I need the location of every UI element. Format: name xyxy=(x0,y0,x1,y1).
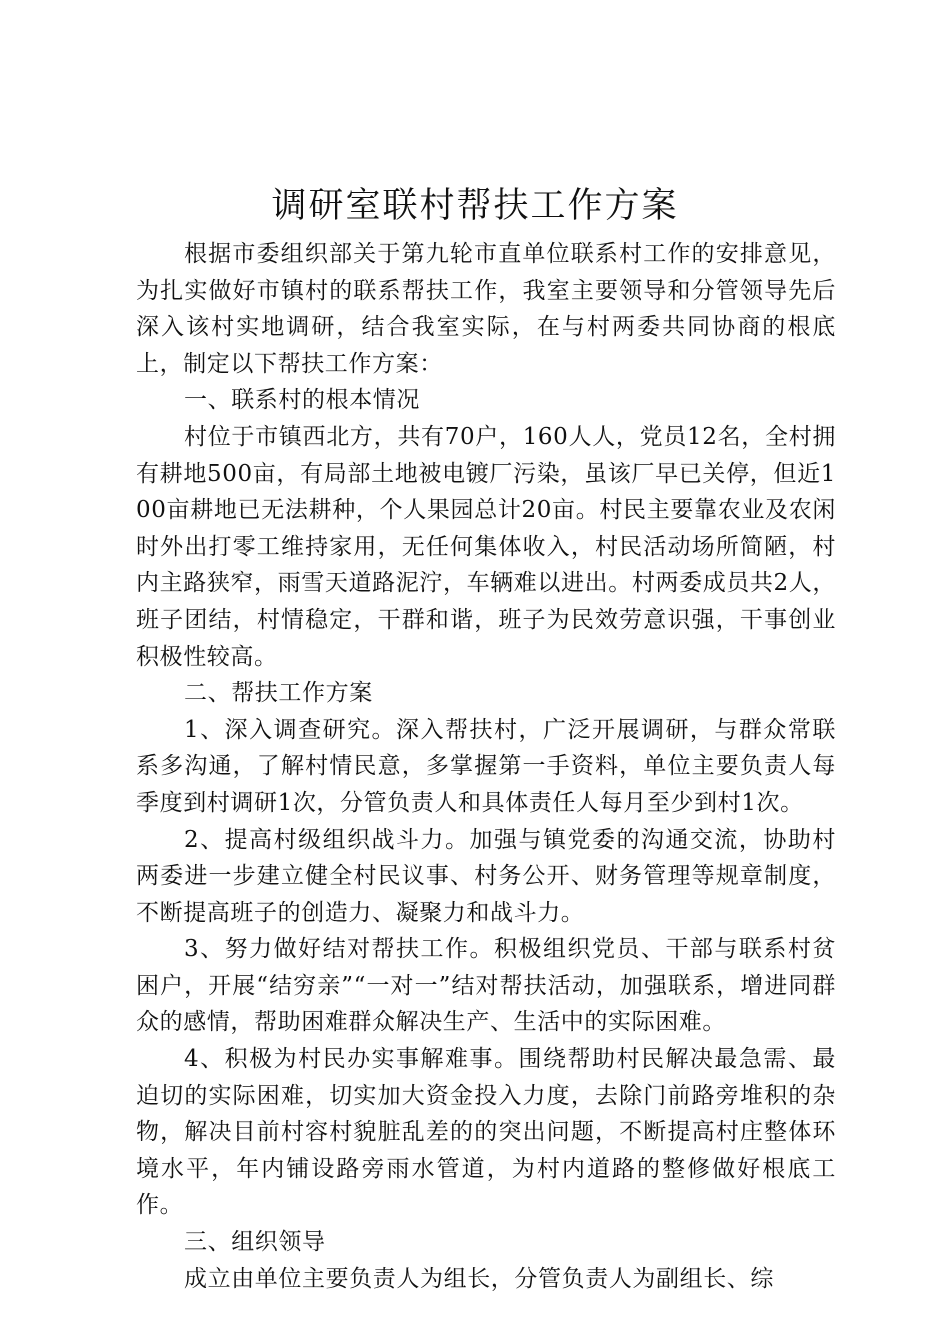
plan-item-3: 3、努力做好结对帮扶工作。积极组织党员、干部与联系村贫困户，开展“结穷亲”“一对一”结对帮扶活动，加强联系，增进同群众的感情，帮助困难群众解决生产、生活中的实际困难。 xyxy=(136,936,836,1036)
section-heading-1: 一、联系村的根本情况 xyxy=(184,387,420,414)
document-title: 调研室联村帮扶工作方案 xyxy=(271,186,679,226)
section-3-paragraph: 成立由单位主要负责人为组长，分管负责人为副组长、综 xyxy=(184,1265,774,1292)
section-1-paragraph: 村位于市镇西北方，共有70户，160人人，党员12名，全村拥有耕地500亩，有局部土地被电镀厂污染，虽该厂早已关停，但近100亩耕地已无法耕种，个人果园总计20亩。村民主要靠农业及农闲时外出打零工维持家用，无任何集体收入，村民活动场所简陋，村内主路狭窄，雨雪天道路泥泞，车辆难以进出。村两委成员共2人，班子团结，村情稳定，干群和谐，班子为民效劳意识强，干事创业积极性较高。 xyxy=(136,423,836,670)
plan-item-2: 2、提高村级组织战斗力。加强与镇党委的沟通交流，协助村两委进一步建立健全村民议事、村务公开、财务管理等规章制度，不断提高班子的创造力、凝聚力和战斗力。 xyxy=(136,826,836,926)
intro-paragraph: 根据市委组织部关于第九轮市直单位联系村工作的安排意见，为扎实做好市镇村的联系帮扶工作，我室主要领导和分管领导先后深入该村实地调研，结合我室实际，在与村两委共同协商的根底上，制定以下帮扶工作方案： xyxy=(136,241,836,377)
plan-item-1: 1、深入调查研究。深入帮扶村，广泛开展调研，与群众常联系多沟通，了解村情民意，多掌握第一手资料，单位主要负责人每季度到村调研1次，分管负责人和具体责任人每月至少到村1次。 xyxy=(136,716,836,816)
document-body xyxy=(136,236,836,1297)
section-heading-2: 二、帮扶工作方案 xyxy=(184,680,373,707)
section-heading-3: 三、组织领导 xyxy=(184,1229,326,1256)
plan-item-4: 4、积极为村民办实事解难事。围绕帮助村民解决最急需、最迫切的实际困难，切实加大资金投入力度，去除门前路旁堆积的杂物，解决目前村容村貌脏乱差的的突出问题，不断提高村庄整体环境水平，年内铺设路旁雨水管道，为村内道路的整修做好根底工作。 xyxy=(136,1046,836,1219)
